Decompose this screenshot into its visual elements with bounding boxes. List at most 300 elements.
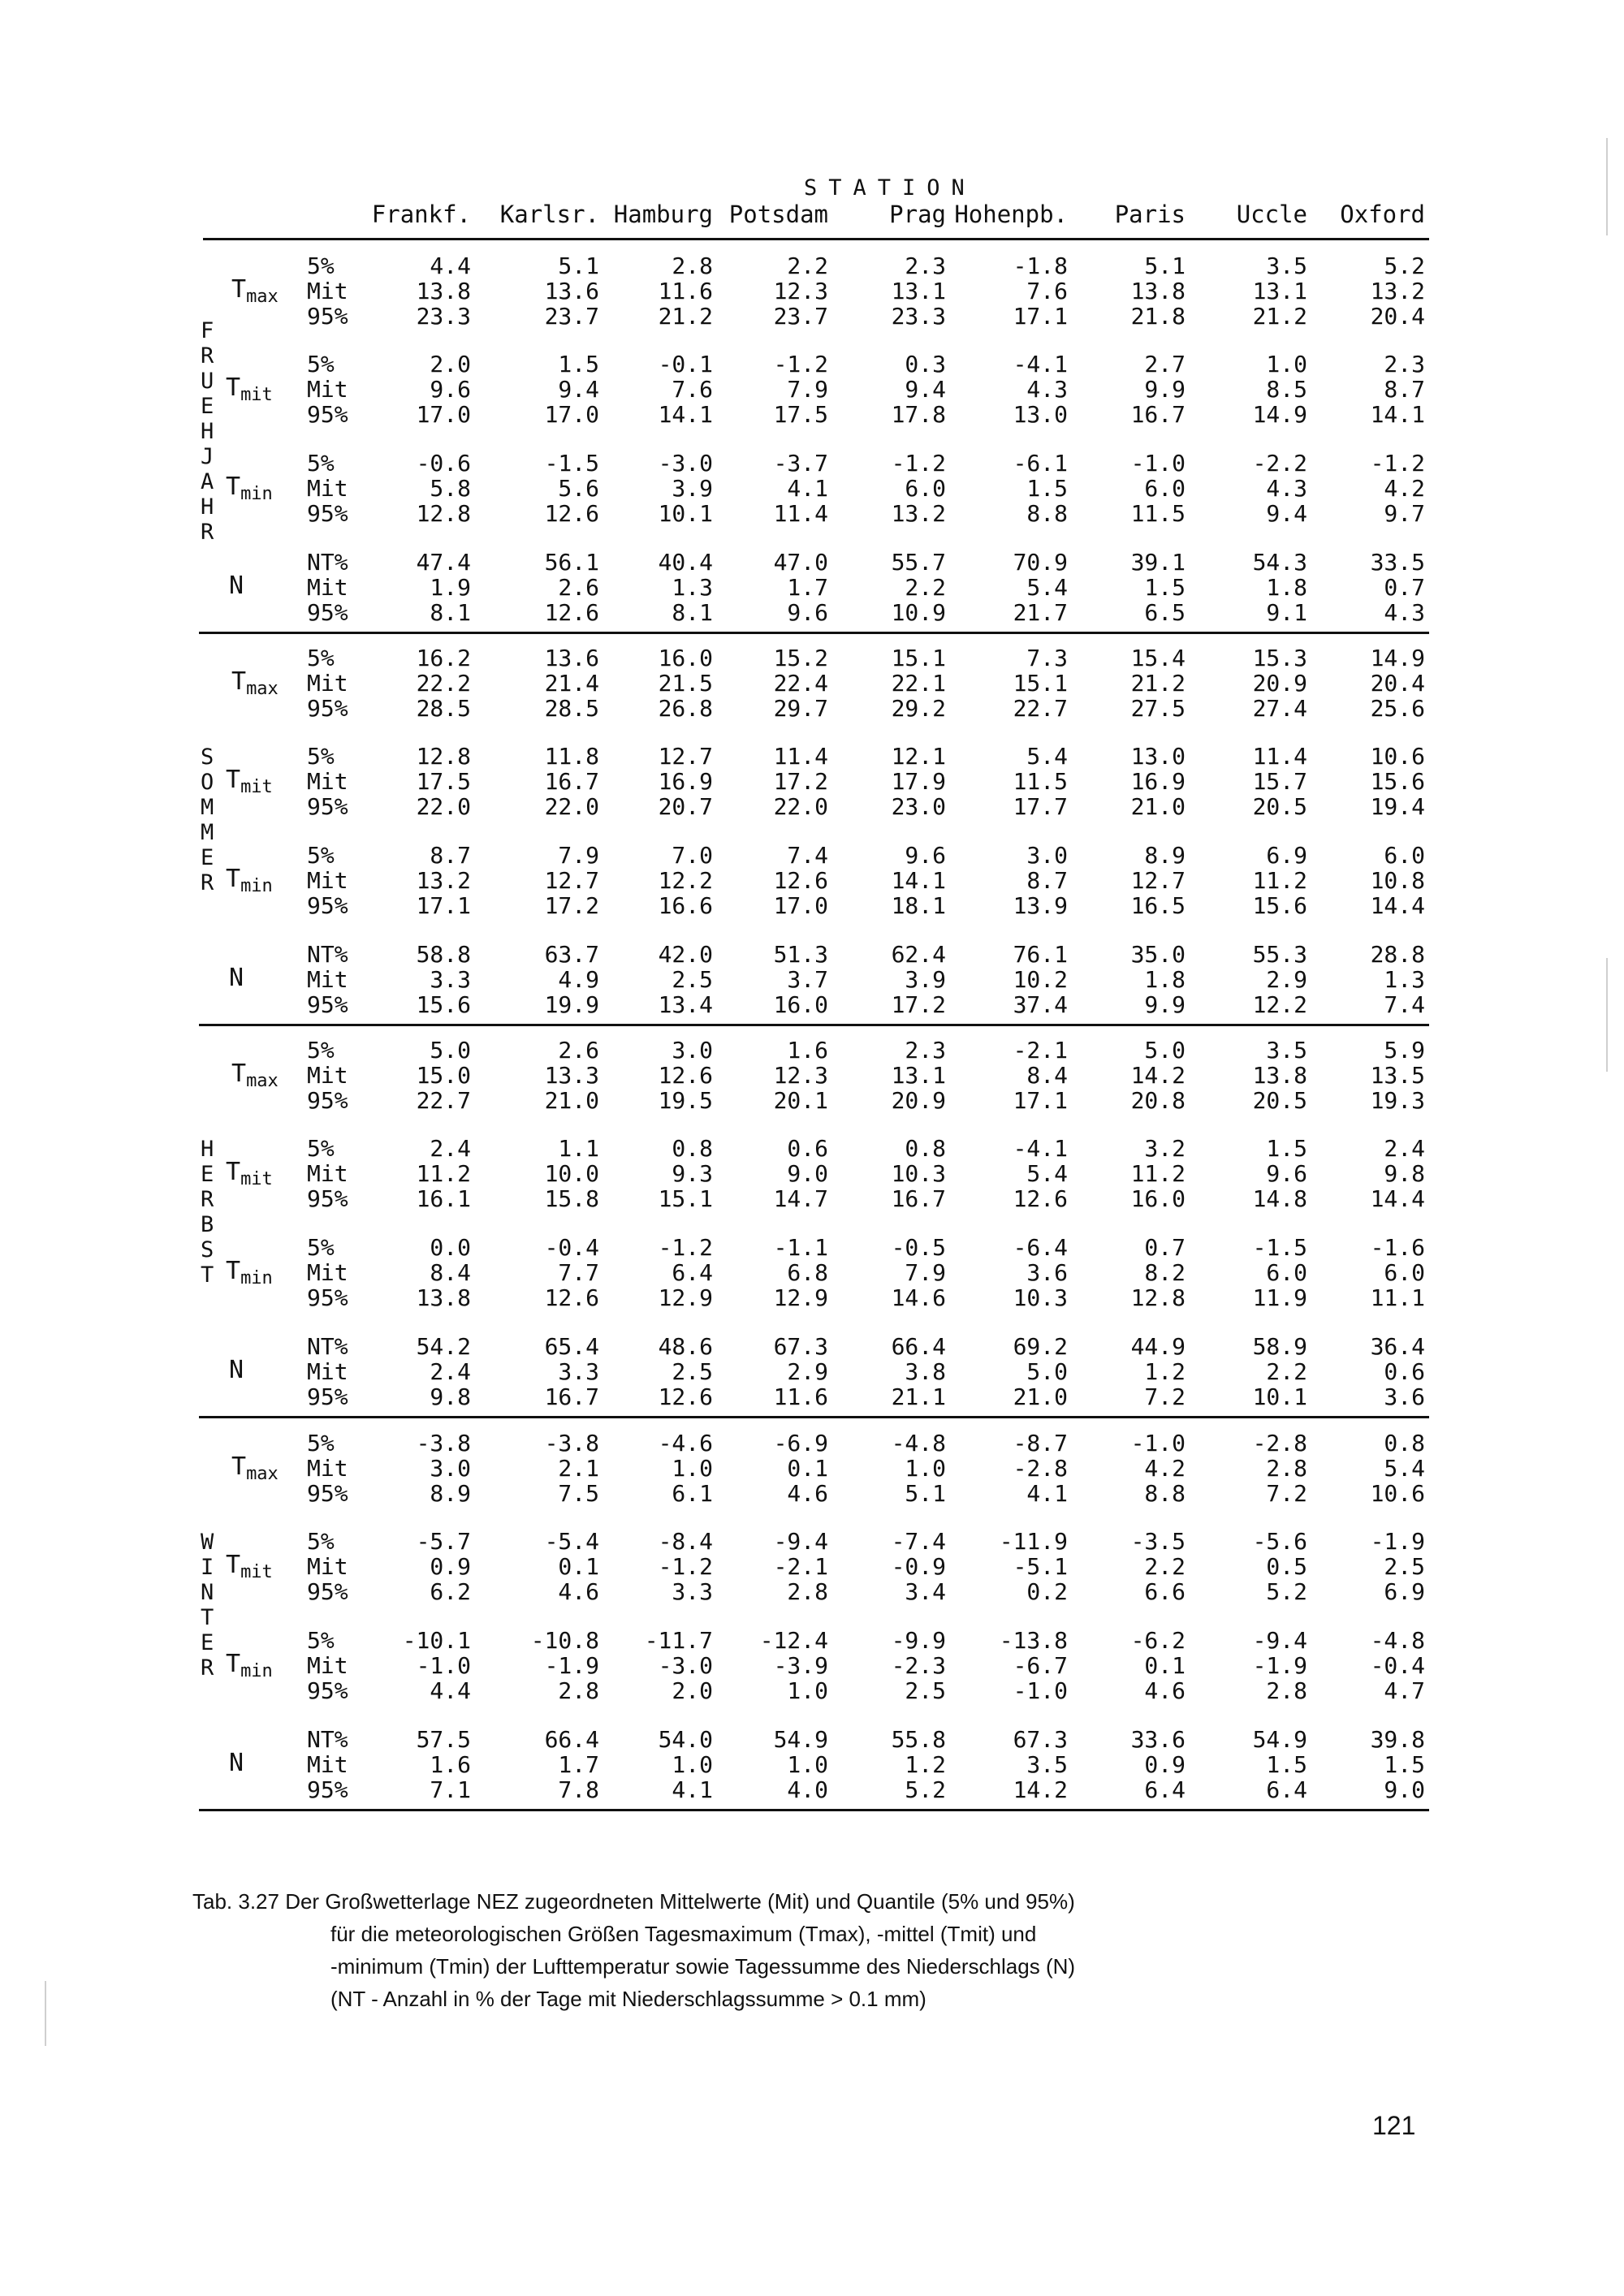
table-cell: 10.3 — [891, 1160, 946, 1187]
table-row — [0, 1628, 1429, 1653]
table-cell: -3.0 — [658, 1652, 713, 1679]
table-cell: 12.8 — [416, 743, 471, 770]
table-cell: 9.7 — [1384, 500, 1425, 527]
table-cell: 3.0 — [1026, 842, 1068, 869]
table-cell: 3.3 — [558, 1358, 599, 1385]
season-letter: F — [201, 318, 214, 343]
caption-line-4: (NT - Anzahl in % der Tage mit Niederschlagssumme > 0.1 mm) — [330, 1987, 926, 2011]
table-cell: 13.2 — [1370, 278, 1425, 304]
season-letter: M — [201, 820, 214, 845]
table-cell: 40.4 — [658, 549, 713, 576]
table-cell: 55.7 — [891, 549, 946, 576]
table-cell: 7.9 — [905, 1259, 946, 1286]
table-cell: 4.4 — [430, 1677, 471, 1704]
scan-edge-mark — [1606, 138, 1608, 235]
table-cell: 16.7 — [544, 768, 599, 795]
table-cell: 2.2 — [1144, 1553, 1186, 1580]
table-cell: 47.0 — [773, 549, 828, 576]
variable-subscript: min — [240, 876, 273, 896]
table-cell: 0.3 — [905, 351, 946, 378]
table-cell: 16.9 — [1130, 768, 1186, 795]
table-cell: 15.6 — [1370, 768, 1425, 795]
table-cell: 3.9 — [672, 475, 713, 502]
table-cell: 5.0 — [430, 1037, 471, 1064]
table-cell: 20.4 — [1370, 303, 1425, 330]
quantile-label: Mit — [307, 768, 348, 795]
table-cell: 5.6 — [558, 475, 599, 502]
table-cell: -1.6 — [1370, 1234, 1425, 1261]
table-cell: 26.8 — [658, 695, 713, 722]
table-cell: 0.2 — [1026, 1578, 1068, 1605]
station-header-5: Hohenpb. — [954, 201, 1068, 228]
table-cell: -1.8 — [1013, 252, 1068, 279]
table-cell: 3.0 — [430, 1455, 471, 1482]
table-cell: 22.0 — [416, 793, 471, 820]
table-cell: 17.2 — [544, 892, 599, 919]
table-cell: 17.9 — [891, 768, 946, 795]
quantile-label: 95% — [307, 1383, 348, 1410]
table-cell: 35.0 — [1130, 941, 1186, 968]
season-letter: R — [201, 870, 214, 896]
table-row — [0, 1554, 1429, 1579]
season-letter: E — [201, 845, 214, 870]
table-cell: 14.1 — [1370, 401, 1425, 428]
table-cell: 15.3 — [1252, 645, 1307, 671]
variable-symbol: T — [226, 1158, 241, 1186]
table-cell: 21.1 — [891, 1383, 946, 1410]
table-cell: 7.6 — [672, 376, 713, 403]
variable-subscript: mit — [240, 385, 273, 405]
table-cell: 5.8 — [430, 475, 471, 502]
table-cell: 22.0 — [544, 793, 599, 820]
header-rule — [203, 238, 1429, 240]
table-cell: 9.6 — [905, 842, 946, 869]
table-cell: 5.2 — [1266, 1578, 1307, 1605]
quantile-label: Mit — [307, 278, 348, 304]
table-caption — [192, 1885, 1459, 2015]
season-letter: S — [201, 744, 214, 770]
table-row — [0, 769, 1429, 794]
table-cell: 51.3 — [773, 941, 828, 968]
table-cell: 14.4 — [1370, 1185, 1425, 1212]
table-cell: 1.0 — [787, 1751, 828, 1778]
table-cell: -6.4 — [1013, 1234, 1068, 1261]
table-cell: 6.1 — [672, 1480, 713, 1507]
table-row — [0, 402, 1429, 427]
table-cell: 9.9 — [1144, 376, 1186, 403]
table-cell: 4.6 — [558, 1578, 599, 1605]
quantile-label: 95% — [307, 1578, 348, 1605]
variable-subscript: mit — [240, 1562, 273, 1582]
variable-subscript: mit — [240, 1169, 273, 1189]
table-cell: 28.8 — [1370, 941, 1425, 968]
table-row — [0, 253, 1429, 278]
table-cell: 2.3 — [905, 1037, 946, 1064]
station-header-0: Frankf. — [371, 201, 471, 228]
table-cell: -5.1 — [1013, 1553, 1068, 1580]
table-cell: 67.3 — [1013, 1726, 1068, 1753]
table-cell: 12.6 — [658, 1062, 713, 1089]
variable-symbol: T — [231, 1060, 247, 1088]
season-letter: U — [201, 369, 214, 394]
table-cell: 12.1 — [891, 743, 946, 770]
table-cell: 6.4 — [672, 1259, 713, 1286]
table-cell: 13.1 — [891, 1062, 946, 1089]
table-cell: 21.0 — [1013, 1383, 1068, 1410]
table-cell: 5.0 — [1144, 1037, 1186, 1064]
table-row — [0, 501, 1429, 526]
table-cell: 9.6 — [1266, 1160, 1307, 1187]
table-cell: 7.3 — [1026, 645, 1068, 671]
table-cell: 13.8 — [1252, 1062, 1307, 1089]
table-cell: 15.1 — [1013, 670, 1068, 697]
variable-subscript: max — [246, 1464, 279, 1484]
table-cell: 9.8 — [430, 1383, 471, 1410]
table-cell: 1.9 — [430, 574, 471, 601]
table-cell: -1.2 — [1370, 450, 1425, 477]
table-cell: 8.4 — [430, 1259, 471, 1286]
table-cell: 13.8 — [1130, 278, 1186, 304]
table-cell: 6.0 — [1384, 842, 1425, 869]
table-cell: 2.3 — [1384, 351, 1425, 378]
table-cell: 4.1 — [1026, 1480, 1068, 1507]
table-cell: 11.6 — [773, 1383, 828, 1410]
table-cell: 5.1 — [905, 1480, 946, 1507]
table-cell: 6.4 — [1266, 1776, 1307, 1803]
table-row — [0, 451, 1429, 476]
table-cell: 17.1 — [1013, 1087, 1068, 1114]
table-cell: 1.5 — [558, 351, 599, 378]
table-cell: 3.5 — [1266, 252, 1307, 279]
table-cell: 55.3 — [1252, 941, 1307, 968]
table-cell: 0.6 — [1384, 1358, 1425, 1385]
table-cell: 22.4 — [773, 670, 828, 697]
table-cell: 23.3 — [416, 303, 471, 330]
table-cell: -2.8 — [1013, 1455, 1068, 1482]
table-cell: 0.9 — [430, 1553, 471, 1580]
table-cell: 9.1 — [1266, 599, 1307, 626]
table-cell: -5.6 — [1252, 1528, 1307, 1555]
table-cell: 8.7 — [1026, 867, 1068, 894]
table-row — [0, 476, 1429, 501]
table-cell: 4.3 — [1384, 599, 1425, 626]
table-cell: 48.6 — [658, 1333, 713, 1360]
table-cell: 8.1 — [672, 599, 713, 626]
table-cell: 27.4 — [1252, 695, 1307, 722]
table-cell: 13.1 — [1252, 278, 1307, 304]
table-cell: 20.9 — [1252, 670, 1307, 697]
variable-subscript: min — [240, 1268, 273, 1288]
table-cell: -13.8 — [999, 1627, 1068, 1654]
table-cell: -1.0 — [416, 1652, 471, 1679]
table-cell: -2.1 — [1013, 1037, 1068, 1064]
table-cell: 2.5 — [1384, 1553, 1425, 1580]
table-cell: 4.3 — [1026, 376, 1068, 403]
quantile-label: 5% — [307, 450, 335, 477]
table-cell: 12.7 — [1130, 867, 1186, 894]
table-cell: 17.5 — [773, 401, 828, 428]
table-cell: 14.9 — [1252, 401, 1307, 428]
table-row — [0, 352, 1429, 377]
table-cell: 9.6 — [430, 376, 471, 403]
quantile-label: 95% — [307, 1480, 348, 1507]
quantile-label: 95% — [307, 1677, 348, 1704]
table-row — [0, 794, 1429, 819]
table-cell: 7.8 — [558, 1776, 599, 1803]
table-cell: 15.4 — [1130, 645, 1186, 671]
season-letter: E — [201, 1162, 214, 1187]
quantile-label: Mit — [307, 574, 348, 601]
quantile-label: Mit — [307, 966, 348, 993]
table-row — [0, 1235, 1429, 1260]
table-cell: 12.9 — [658, 1284, 713, 1311]
variable-subscript: min — [240, 1661, 273, 1681]
table-cell: 1.2 — [905, 1751, 946, 1778]
table-row — [0, 1456, 1429, 1481]
table-cell: 0.7 — [1144, 1234, 1186, 1261]
table-cell: 11.2 — [1252, 867, 1307, 894]
table-cell: -12.4 — [759, 1627, 828, 1654]
table-cell: 1.0 — [787, 1677, 828, 1704]
quantile-label: NT% — [307, 549, 348, 576]
table-cell: 13.6 — [544, 278, 599, 304]
table-cell: 0.8 — [1384, 1430, 1425, 1457]
table-cell: -2.1 — [773, 1553, 828, 1580]
table-cell: 58.9 — [1252, 1333, 1307, 1360]
table-cell: 16.5 — [1130, 892, 1186, 919]
table-cell: 12.6 — [544, 1284, 599, 1311]
table-cell: 58.8 — [416, 941, 471, 968]
table-cell: -1.5 — [1252, 1234, 1307, 1261]
table-cell: 14.1 — [891, 867, 946, 894]
table-cell: 6.0 — [905, 475, 946, 502]
table-cell: 2.2 — [905, 574, 946, 601]
variable-symbol: T — [226, 373, 241, 402]
table-cell: 27.5 — [1130, 695, 1186, 722]
table-cell: 28.5 — [544, 695, 599, 722]
quantile-label: Mit — [307, 670, 348, 697]
table-cell: 67.3 — [773, 1333, 828, 1360]
table-cell: 7.4 — [787, 842, 828, 869]
table-cell: 2.8 — [558, 1677, 599, 1704]
table-cell: 29.2 — [891, 695, 946, 722]
season-letter: I — [201, 1555, 214, 1580]
quantile-label: 95% — [307, 892, 348, 919]
table-cell: 0.1 — [1144, 1652, 1186, 1679]
table-cell: 2.4 — [430, 1135, 471, 1162]
table-cell: 39.8 — [1370, 1726, 1425, 1753]
quantile-label: 95% — [307, 1284, 348, 1311]
table-cell: 2.7 — [1144, 351, 1186, 378]
table-cell: 3.3 — [430, 966, 471, 993]
table-cell: 12.6 — [544, 500, 599, 527]
table-row — [0, 1285, 1429, 1310]
quantile-label: 5% — [307, 1430, 335, 1457]
table-cell: 5.2 — [1384, 252, 1425, 279]
table-cell: 16.0 — [1130, 1185, 1186, 1212]
quantile-label: 95% — [307, 599, 348, 626]
table-cell: 1.3 — [672, 574, 713, 601]
table-cell: -8.4 — [658, 1528, 713, 1555]
table-cell: 4.3 — [1266, 475, 1307, 502]
table-cell: 1.5 — [1266, 1135, 1307, 1162]
table-cell: 16.0 — [658, 645, 713, 671]
table-cell: 14.6 — [891, 1284, 946, 1311]
table-cell: 20.7 — [658, 793, 713, 820]
station-header-3: Potsdam — [728, 201, 828, 228]
quantile-label: 95% — [307, 401, 348, 428]
table-cell: 7.2 — [1266, 1480, 1307, 1507]
table-row — [0, 1727, 1429, 1752]
season-letter: A — [201, 469, 214, 494]
table-cell: 4.0 — [787, 1776, 828, 1803]
table-cell: 54.0 — [658, 1726, 713, 1753]
table-cell: 57.5 — [416, 1726, 471, 1753]
table-cell: -5.4 — [544, 1528, 599, 1555]
season-letter: H — [201, 419, 214, 444]
table-cell: 1.5 — [1384, 1751, 1425, 1778]
table-cell: 2.6 — [558, 574, 599, 601]
station-header-1: Karlsr. — [499, 201, 599, 228]
quantile-label: 5% — [307, 252, 335, 279]
table-cell: -1.1 — [773, 1234, 828, 1261]
table-cell: 16.1 — [416, 1185, 471, 1212]
table-cell: 8.5 — [1266, 376, 1307, 403]
table-cell: 9.6 — [787, 599, 828, 626]
table-cell: 8.7 — [430, 842, 471, 869]
table-cell: 9.4 — [905, 376, 946, 403]
table-cell: 20.9 — [891, 1087, 946, 1114]
quantile-label: Mit — [307, 1062, 348, 1089]
table-cell: 0.0 — [430, 1234, 471, 1261]
quantile-label: Mit — [307, 1553, 348, 1580]
table-cell: 21.4 — [544, 670, 599, 697]
table-cell: 15.2 — [773, 645, 828, 671]
season-letter: R — [201, 1187, 214, 1212]
table-cell: 14.1 — [658, 401, 713, 428]
table-cell: 70.9 — [1013, 549, 1068, 576]
table-cell: -10.1 — [402, 1627, 471, 1654]
season-letter: E — [201, 1630, 214, 1655]
table-cell: 3.8 — [905, 1358, 946, 1385]
table-cell: 1.7 — [787, 574, 828, 601]
table-cell: -1.2 — [891, 450, 946, 477]
quantile-label: 95% — [307, 1087, 348, 1114]
table-row — [0, 1579, 1429, 1604]
table-cell: 2.0 — [430, 351, 471, 378]
table-cell: -10.8 — [530, 1627, 599, 1654]
table-cell: 15.7 — [1252, 768, 1307, 795]
table-cell: 13.8 — [416, 1284, 471, 1311]
table-cell: 12.7 — [544, 867, 599, 894]
table-cell: 14.8 — [1252, 1185, 1307, 1212]
table-cell: -3.8 — [544, 1430, 599, 1457]
table-cell: -5.7 — [416, 1528, 471, 1555]
table-cell: 16.0 — [773, 991, 828, 1018]
table-row — [0, 1384, 1429, 1409]
table-cell: 2.5 — [672, 1358, 713, 1385]
table-cell: 69.2 — [1013, 1333, 1068, 1360]
table-cell: 13.8 — [416, 278, 471, 304]
table-cell: -2.2 — [1252, 450, 1307, 477]
table-cell: 23.0 — [891, 793, 946, 820]
quantile-label: 95% — [307, 303, 348, 330]
table-row — [0, 1678, 1429, 1703]
table-cell: 22.2 — [416, 670, 471, 697]
table-row — [0, 1334, 1429, 1359]
table-cell: 9.4 — [558, 376, 599, 403]
table-cell: 12.7 — [658, 743, 713, 770]
season-letter: N — [201, 1580, 214, 1605]
table-cell: -0.4 — [544, 1234, 599, 1261]
table-cell: 11.4 — [773, 743, 828, 770]
table-cell: 14.2 — [1013, 1776, 1068, 1803]
table-cell: 11.2 — [1130, 1160, 1186, 1187]
table-cell: 63.7 — [544, 941, 599, 968]
table-cell: 6.5 — [1144, 599, 1186, 626]
table-cell: 54.9 — [773, 1726, 828, 1753]
table-cell: 17.2 — [773, 768, 828, 795]
table-cell: 7.9 — [787, 376, 828, 403]
table-cell: 5.9 — [1384, 1037, 1425, 1064]
table-cell: 15.8 — [544, 1185, 599, 1212]
table-cell: 16.6 — [658, 892, 713, 919]
table-cell: 11.6 — [658, 278, 713, 304]
table-cell: 23.7 — [773, 303, 828, 330]
table-cell: 17.5 — [416, 768, 471, 795]
table-cell: 4.4 — [430, 252, 471, 279]
table-row — [0, 1777, 1429, 1802]
table-cell: 9.9 — [1144, 991, 1186, 1018]
caption-line-2: für die meteorologischen Größen Tagesmaximum (Tmax), -mittel (Tmit) und — [330, 1922, 1037, 1946]
table-cell: 2.6 — [558, 1037, 599, 1064]
table-cell: 4.6 — [787, 1480, 828, 1507]
table-cell: 10.6 — [1370, 743, 1425, 770]
table-row — [0, 992, 1429, 1017]
table-cell: -0.9 — [891, 1553, 946, 1580]
quantile-label: 95% — [307, 1776, 348, 1803]
season-letter: H — [201, 494, 214, 520]
table-cell: 9.0 — [787, 1160, 828, 1187]
table-cell: 1.8 — [1144, 966, 1186, 993]
table-cell: 0.5 — [1266, 1553, 1307, 1580]
table-cell: 0.1 — [558, 1553, 599, 1580]
scan-edge-mark — [45, 1981, 46, 2046]
table-cell: 8.9 — [430, 1480, 471, 1507]
table-cell: 29.7 — [773, 695, 828, 722]
table-cell: 13.4 — [658, 991, 713, 1018]
table-cell: 21.8 — [1130, 303, 1186, 330]
quantile-label: Mit — [307, 376, 348, 403]
table-cell: 2.8 — [1266, 1455, 1307, 1482]
table-cell: 17.0 — [544, 401, 599, 428]
table-cell: 8.9 — [1144, 842, 1186, 869]
season-letter: R — [201, 343, 214, 369]
table-cell: 12.8 — [416, 500, 471, 527]
season-letter: S — [201, 1237, 214, 1262]
table-cell: 4.2 — [1144, 1455, 1186, 1482]
variable-symbol: T — [226, 1650, 241, 1678]
table-cell: 20.4 — [1370, 670, 1425, 697]
table-cell: 20.1 — [773, 1087, 828, 1114]
table-cell: 54.9 — [1252, 1726, 1307, 1753]
table-cell: 2.5 — [672, 966, 713, 993]
variable-symbol: T — [231, 667, 247, 696]
table-cell: 12.9 — [773, 1284, 828, 1311]
table-cell: -9.4 — [1252, 1627, 1307, 1654]
table-cell: 5.0 — [1026, 1358, 1068, 1385]
quantile-label: 95% — [307, 500, 348, 527]
